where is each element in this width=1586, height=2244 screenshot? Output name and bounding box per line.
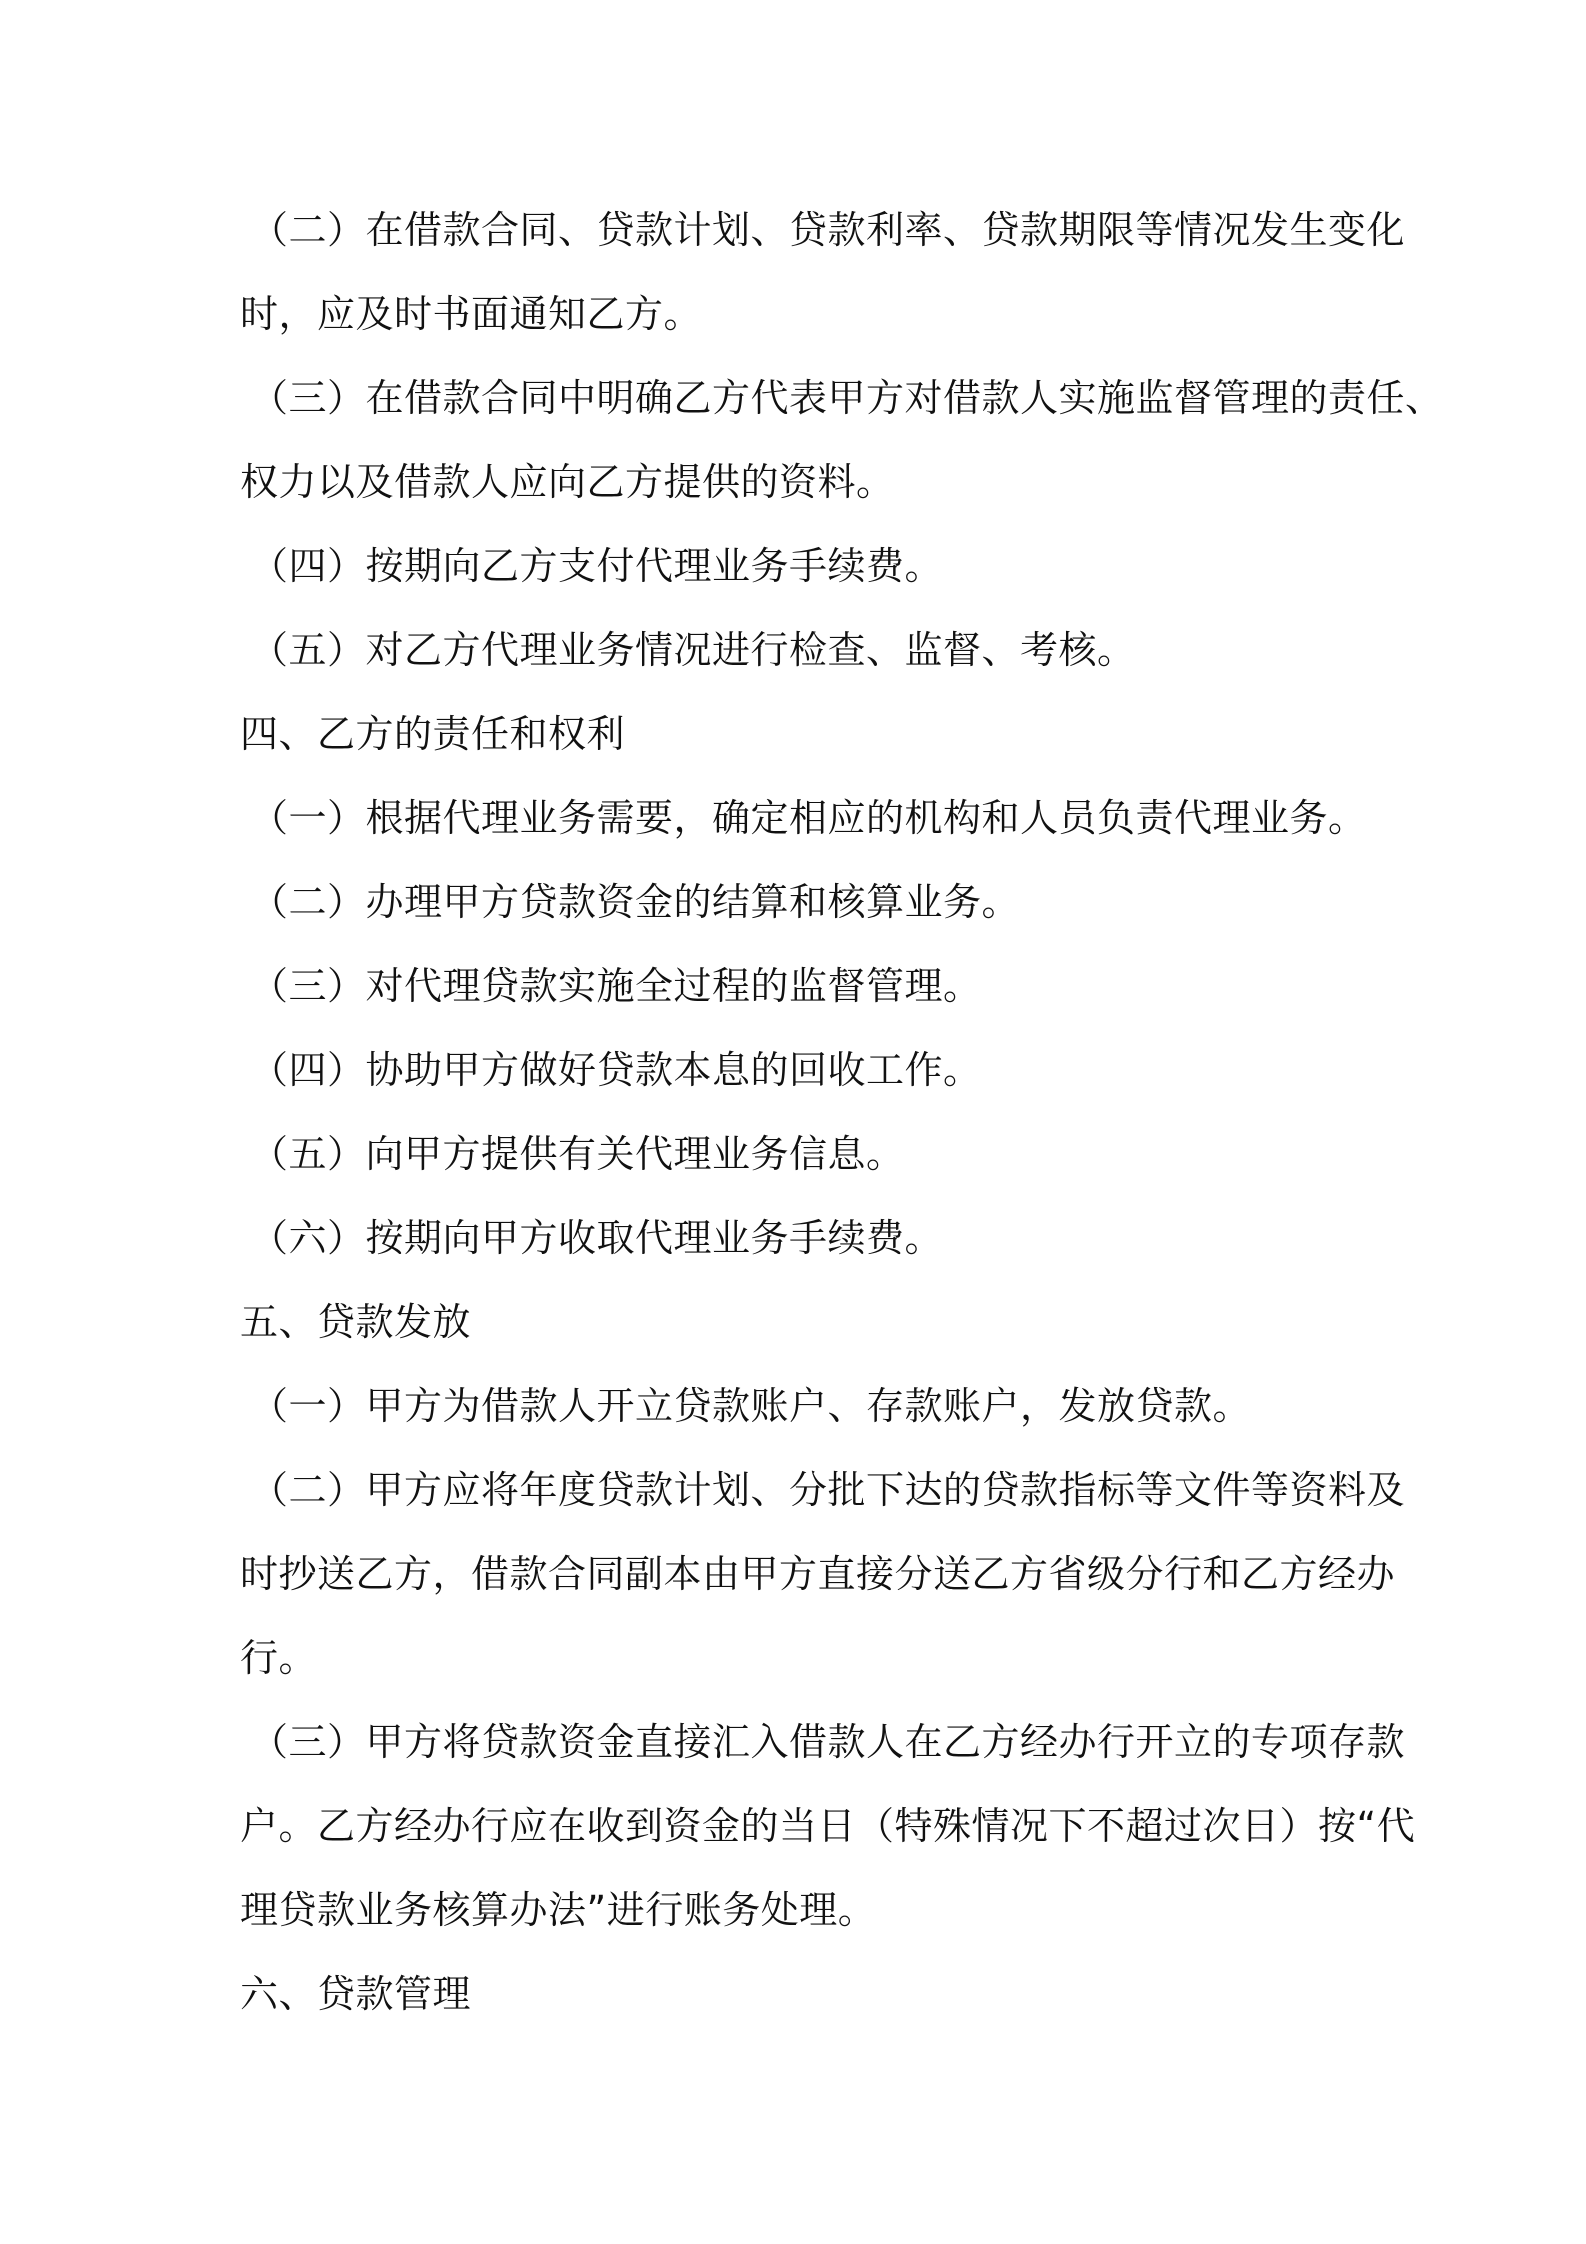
- paragraph-line: 时抄送乙方，借款合同副本由甲方直接分送乙方省级分行和乙方经办: [240, 1552, 1396, 1596]
- paragraph-line: （五）向甲方提供有关代理业务信息。: [250, 1132, 905, 1176]
- paragraph-line: （三）对代理贷款实施全过程的监督管理。: [250, 964, 982, 1008]
- section-heading: 五、贷款发放: [240, 1300, 472, 1344]
- paragraph-line: （一）根据代理业务需要，确定相应的机构和人员负责代理业务。: [250, 796, 1367, 840]
- paragraph-line: （二）甲方应将年度贷款计划、分批下达的贷款指标等文件等资料及: [250, 1468, 1406, 1512]
- paragraph-line: （二）在借款合同、贷款计划、贷款利率、贷款期限等情况发生变化: [250, 208, 1406, 252]
- paragraph-line: 时，应及时书面通知乙方。: [240, 292, 703, 336]
- paragraph-line: （四）按期向乙方支付代理业务手续费。: [250, 544, 944, 588]
- paragraph-line: 权力以及借款人应向乙方提供的资料。: [240, 460, 895, 504]
- paragraph-line: 户。乙方经办行应在收到资金的当日（特殊情况下不超过次日）按“代: [240, 1804, 1416, 1848]
- section-heading: 四、乙方的责任和权利: [240, 712, 626, 756]
- paragraph-line: （一）甲方为借款人开立贷款账户、存款账户，发放贷款。: [250, 1384, 1252, 1428]
- section-heading: 六、贷款管理: [240, 1972, 472, 2016]
- paragraph-line: 理贷款业务核算办法”进行账务处理。: [240, 1888, 877, 1932]
- paragraph-line: （四）协助甲方做好贷款本息的回收工作。: [250, 1048, 982, 1092]
- paragraph-line: （二）办理甲方贷款资金的结算和核算业务。: [250, 880, 1021, 924]
- paragraph-line: （三）在借款合同中明确乙方代表甲方对借款人实施监督管理的责任、: [250, 376, 1444, 420]
- paragraph-line: （三）甲方将贷款资金直接汇入借款人在乙方经办行开立的专项存款: [250, 1720, 1406, 1764]
- paragraph-line: （六）按期向甲方收取代理业务手续费。: [250, 1216, 944, 1260]
- paragraph-line: （五）对乙方代理业务情况进行检查、监督、考核。: [250, 628, 1136, 672]
- paragraph-line: 行。: [240, 1636, 318, 1680]
